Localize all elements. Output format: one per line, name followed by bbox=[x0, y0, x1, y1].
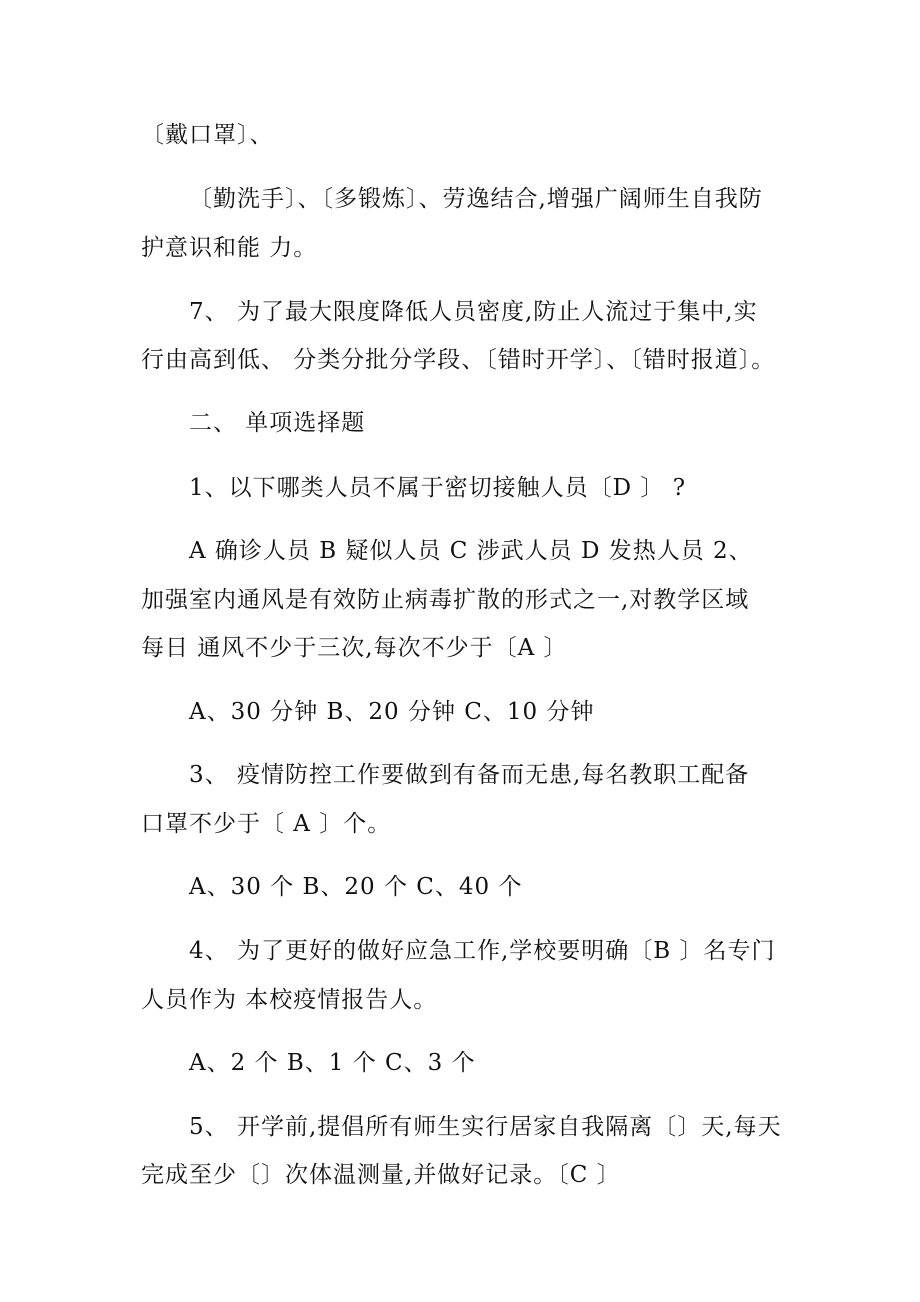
text-line-3: 护意识和能 力。 bbox=[141, 235, 318, 261]
options-q4: A、2 个 B、1 个 C、3 个 bbox=[189, 1050, 476, 1076]
text-line-1: 〔戴口罩〕、 bbox=[141, 122, 274, 148]
question-4: 4、 为了更好的做好应急工作,学校要明确〔B 〕名专门 bbox=[189, 938, 776, 964]
text-line-13: 口罩不少于〔 A 〕个。 bbox=[141, 811, 392, 837]
text-line-19: 完成至少〔〕次体温测量,并做好记录。〔C 〕 bbox=[141, 1162, 621, 1188]
options-q3: A、30 个 B、20 个 C、40 个 bbox=[189, 874, 523, 900]
text-line-16: 人员作为 本校疫情报告人。 bbox=[141, 987, 438, 1013]
question-3: 3、 疫情防控工作要做到有备而无患,每名教职工配备 bbox=[189, 762, 750, 788]
question-5: 5、 开学前,提倡所有师生实行居家自我隔离〔〕天,每天 bbox=[189, 1114, 782, 1140]
question-1: 1、以下哪类人员不属于密切接触人员〔D 〕 ? bbox=[189, 475, 687, 501]
section-heading: 二、 单项选择题 bbox=[189, 410, 366, 436]
text-line-9: 加强室内通风是有效防止病毒扩散的形式之一,对教学区域 bbox=[141, 587, 750, 613]
text-line-4: 7、 为了最大限度降低人员密度,防止人流过于集中,实 bbox=[189, 299, 758, 325]
options-q2: A、30 分钟 B、20 分钟 C、10 分钟 bbox=[189, 699, 595, 725]
text-line-10: 每日 通风不少于三次,每次不少于〔A 〕 bbox=[141, 635, 568, 661]
text-line-8: A 确诊人员 B 疑似人员 C 涉武人员 D 发热人员 2、 bbox=[189, 538, 753, 564]
text-line-5: 行由高到低、 分类分批分学段、〔错时开学〕、〔错时报道〕。 bbox=[141, 347, 776, 373]
text-line-2: 〔勤洗手〕、〔多锻炼〕、劳逸结合,增强广阔师生自我防 bbox=[189, 186, 763, 212]
